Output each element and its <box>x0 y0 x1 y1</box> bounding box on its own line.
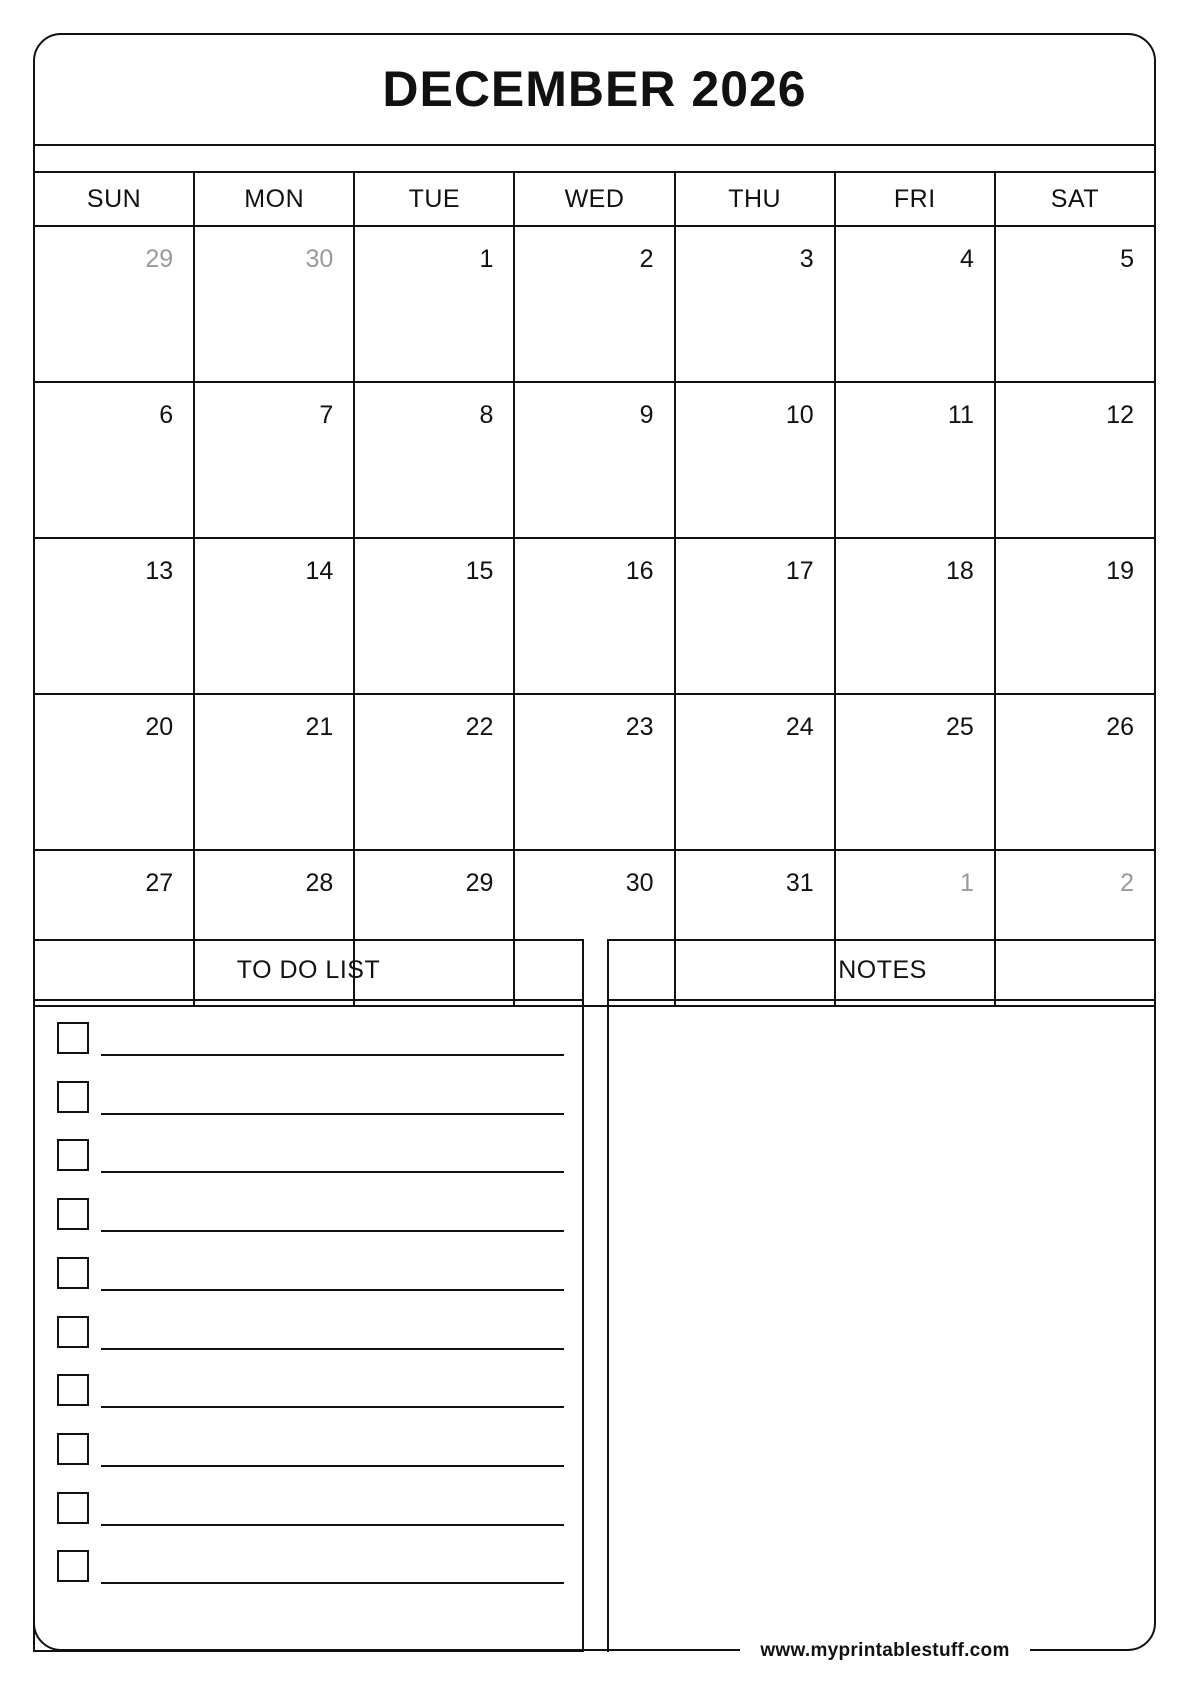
todo-checkbox[interactable] <box>57 1198 89 1230</box>
calendar-grid <box>33 171 1156 1007</box>
calendar-day-cell[interactable]: 4 <box>835 226 995 382</box>
calendar-body <box>34 226 1155 1006</box>
todo-list-panel <box>33 939 584 1652</box>
todo-item <box>57 1374 564 1408</box>
calendar-day-cell[interactable]: 8 <box>354 382 514 538</box>
calendar-day-cell[interactable]: 20 <box>34 694 194 850</box>
calendar-week-row <box>34 538 1155 694</box>
calendar-day-cell[interactable]: 25 <box>835 694 995 850</box>
weekday-header-row <box>34 172 1155 226</box>
todo-write-line[interactable] <box>101 1230 564 1232</box>
calendar-day-cell[interactable]: 1 <box>354 226 514 382</box>
calendar-day-cell[interactable]: 2 <box>995 850 1155 1006</box>
todo-checkbox[interactable] <box>57 1492 89 1524</box>
calendar-day-cell[interactable]: 22 <box>354 694 514 850</box>
todo-write-line[interactable] <box>101 1406 564 1408</box>
weekday-wed: WED <box>514 172 674 226</box>
calendar-day-cell[interactable]: 2 <box>514 226 674 382</box>
title-bar <box>33 33 1156 146</box>
todo-write-line[interactable] <box>101 1289 564 1291</box>
calendar-day-cell[interactable]: 29 <box>34 226 194 382</box>
calendar-day-cell[interactable]: 18 <box>835 538 995 694</box>
calendar-day-cell[interactable]: 30 <box>194 226 354 382</box>
todo-checkbox[interactable] <box>57 1022 89 1054</box>
weekday-fri: FRI <box>835 172 995 226</box>
todo-write-line[interactable] <box>101 1054 564 1056</box>
todo-checkbox[interactable] <box>57 1081 89 1113</box>
weekday-tue: TUE <box>354 172 514 226</box>
calendar-day-cell[interactable]: 24 <box>675 694 835 850</box>
weekday-sun: SUN <box>34 172 194 226</box>
calendar-week-row <box>34 226 1155 382</box>
todo-item <box>57 1316 564 1350</box>
todo-item <box>57 1022 564 1056</box>
calendar-day-cell[interactable]: 16 <box>514 538 674 694</box>
todo-checkbox[interactable] <box>57 1257 89 1289</box>
calendar-day-cell[interactable]: 26 <box>995 694 1155 850</box>
todo-item <box>57 1257 564 1291</box>
todo-item <box>57 1550 564 1584</box>
todo-item <box>57 1433 564 1467</box>
todo-write-line[interactable] <box>101 1348 564 1350</box>
calendar-day-cell[interactable]: 7 <box>194 382 354 538</box>
calendar-day-cell[interactable]: 30 <box>514 850 674 1006</box>
todo-checkbox[interactable] <box>57 1139 89 1171</box>
calendar-day-cell[interactable]: 21 <box>194 694 354 850</box>
calendar-day-cell[interactable]: 29 <box>354 850 514 1006</box>
todo-checkbox[interactable] <box>57 1550 89 1582</box>
todo-write-line[interactable] <box>101 1465 564 1467</box>
weekday-mon: MON <box>194 172 354 226</box>
calendar-day-cell[interactable]: 5 <box>995 226 1155 382</box>
calendar-day-cell[interactable]: 27 <box>34 850 194 1006</box>
todo-item <box>57 1492 564 1526</box>
calendar-day-cell[interactable]: 14 <box>194 538 354 694</box>
calendar-day-cell[interactable]: 3 <box>675 226 835 382</box>
calendar-day-cell[interactable]: 11 <box>835 382 995 538</box>
calendar-day-cell[interactable]: 1 <box>835 850 995 1006</box>
calendar-day-cell[interactable]: 12 <box>995 382 1155 538</box>
todo-write-line[interactable] <box>101 1582 564 1584</box>
todo-checkbox[interactable] <box>57 1316 89 1348</box>
calendar-week-row <box>34 694 1155 850</box>
notes-area[interactable] <box>609 1001 1156 1650</box>
todo-checkbox[interactable] <box>57 1374 89 1406</box>
page-title: DECEMBER 2026 <box>382 60 807 117</box>
todo-write-line[interactable] <box>101 1171 564 1173</box>
weekday-thu: THU <box>675 172 835 226</box>
calendar-day-cell[interactable]: 28 <box>194 850 354 1006</box>
weekday-sat: SAT <box>995 172 1155 226</box>
calendar-day-cell[interactable]: 19 <box>995 538 1155 694</box>
todo-item <box>57 1139 564 1173</box>
calendar-day-cell[interactable]: 10 <box>675 382 835 538</box>
notes-panel <box>607 939 1156 1652</box>
calendar-week-row <box>34 382 1155 538</box>
calendar-day-cell[interactable]: 6 <box>34 382 194 538</box>
calendar-day-cell[interactable]: 23 <box>514 694 674 850</box>
todo-item <box>57 1081 564 1115</box>
calendar-day-cell[interactable]: 31 <box>675 850 835 1006</box>
todo-item <box>57 1198 564 1232</box>
footer-url: www.myprintablestuff.com <box>740 1636 1030 1666</box>
calendar-day-cell[interactable]: 13 <box>34 538 194 694</box>
todo-write-line[interactable] <box>101 1524 564 1526</box>
calendar-day-cell[interactable]: 17 <box>675 538 835 694</box>
notes-heading: NOTES <box>609 941 1156 1001</box>
calendar-day-cell[interactable]: 15 <box>354 538 514 694</box>
todo-write-line[interactable] <box>101 1113 564 1115</box>
todo-list-heading: TO DO LIST <box>35 941 582 1001</box>
todo-checkbox[interactable] <box>57 1433 89 1465</box>
calendar-day-cell[interactable]: 9 <box>514 382 674 538</box>
